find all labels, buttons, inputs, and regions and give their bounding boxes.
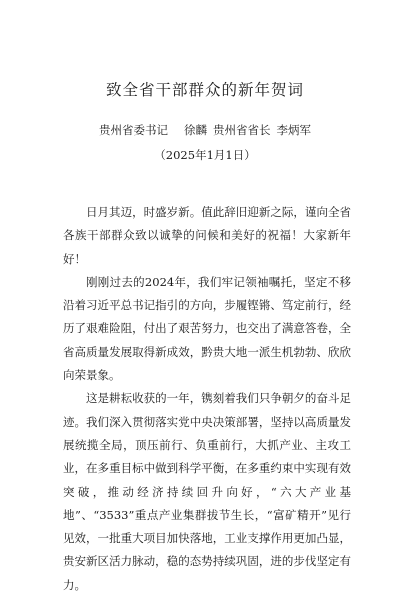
author-2-name: 李炳军: [276, 123, 311, 137]
paragraph-3: 这是耕耘收获的一年，镌刻着我们只争朝夕的奋斗足迹。我们深入贯彻落实党中央决策部署，坚持以高质量发展统揽全局，顶压前行、负重前行，大抓产业、主攻工业，在多重目标中做到科学平衡，在多重约束中实现有效突破，推动经济持续回升向好，“六大产业基地”、“3533”重点产业集群拔节生长，“富矿精开”见行见效，一批重大项目加快落地，工业支撑作用更加凸显，贵安新区活力脉动，稳的态势持续巩固，进的步伐坚定有力。: [63, 391, 351, 592]
paragraph-2: 刚刚过去的2024年，我们牢记领袖嘱托，坚定不移沿着习近平总书记指引的方向，步履铿锵、笃定前行，经历了艰难险阻，付出了艰苦努力，也交出了满意答卷，全省高质量发展取得新成效，黔贵大地一派生机勃勃、欣欣向荣景象。: [63, 274, 351, 383]
author-1-role: 贵州省委书记: [99, 123, 168, 137]
author-line: [0, 122, 410, 138]
document-title: 致全省干部群众的新年贺词: [105, 81, 304, 99]
author-2-role: 贵州省省长: [213, 123, 271, 137]
document-body: [63, 201, 351, 597]
document-date: （2025年1月1日）: [154, 148, 256, 162]
author-1-name: 徐麟: [184, 123, 207, 137]
paragraph-1: 日月其迈，时盛岁新。值此辞旧迎新之际，谨向全省各族干部群众致以诚挚的问候和美好的祝福！大家新年好！: [63, 205, 351, 266]
